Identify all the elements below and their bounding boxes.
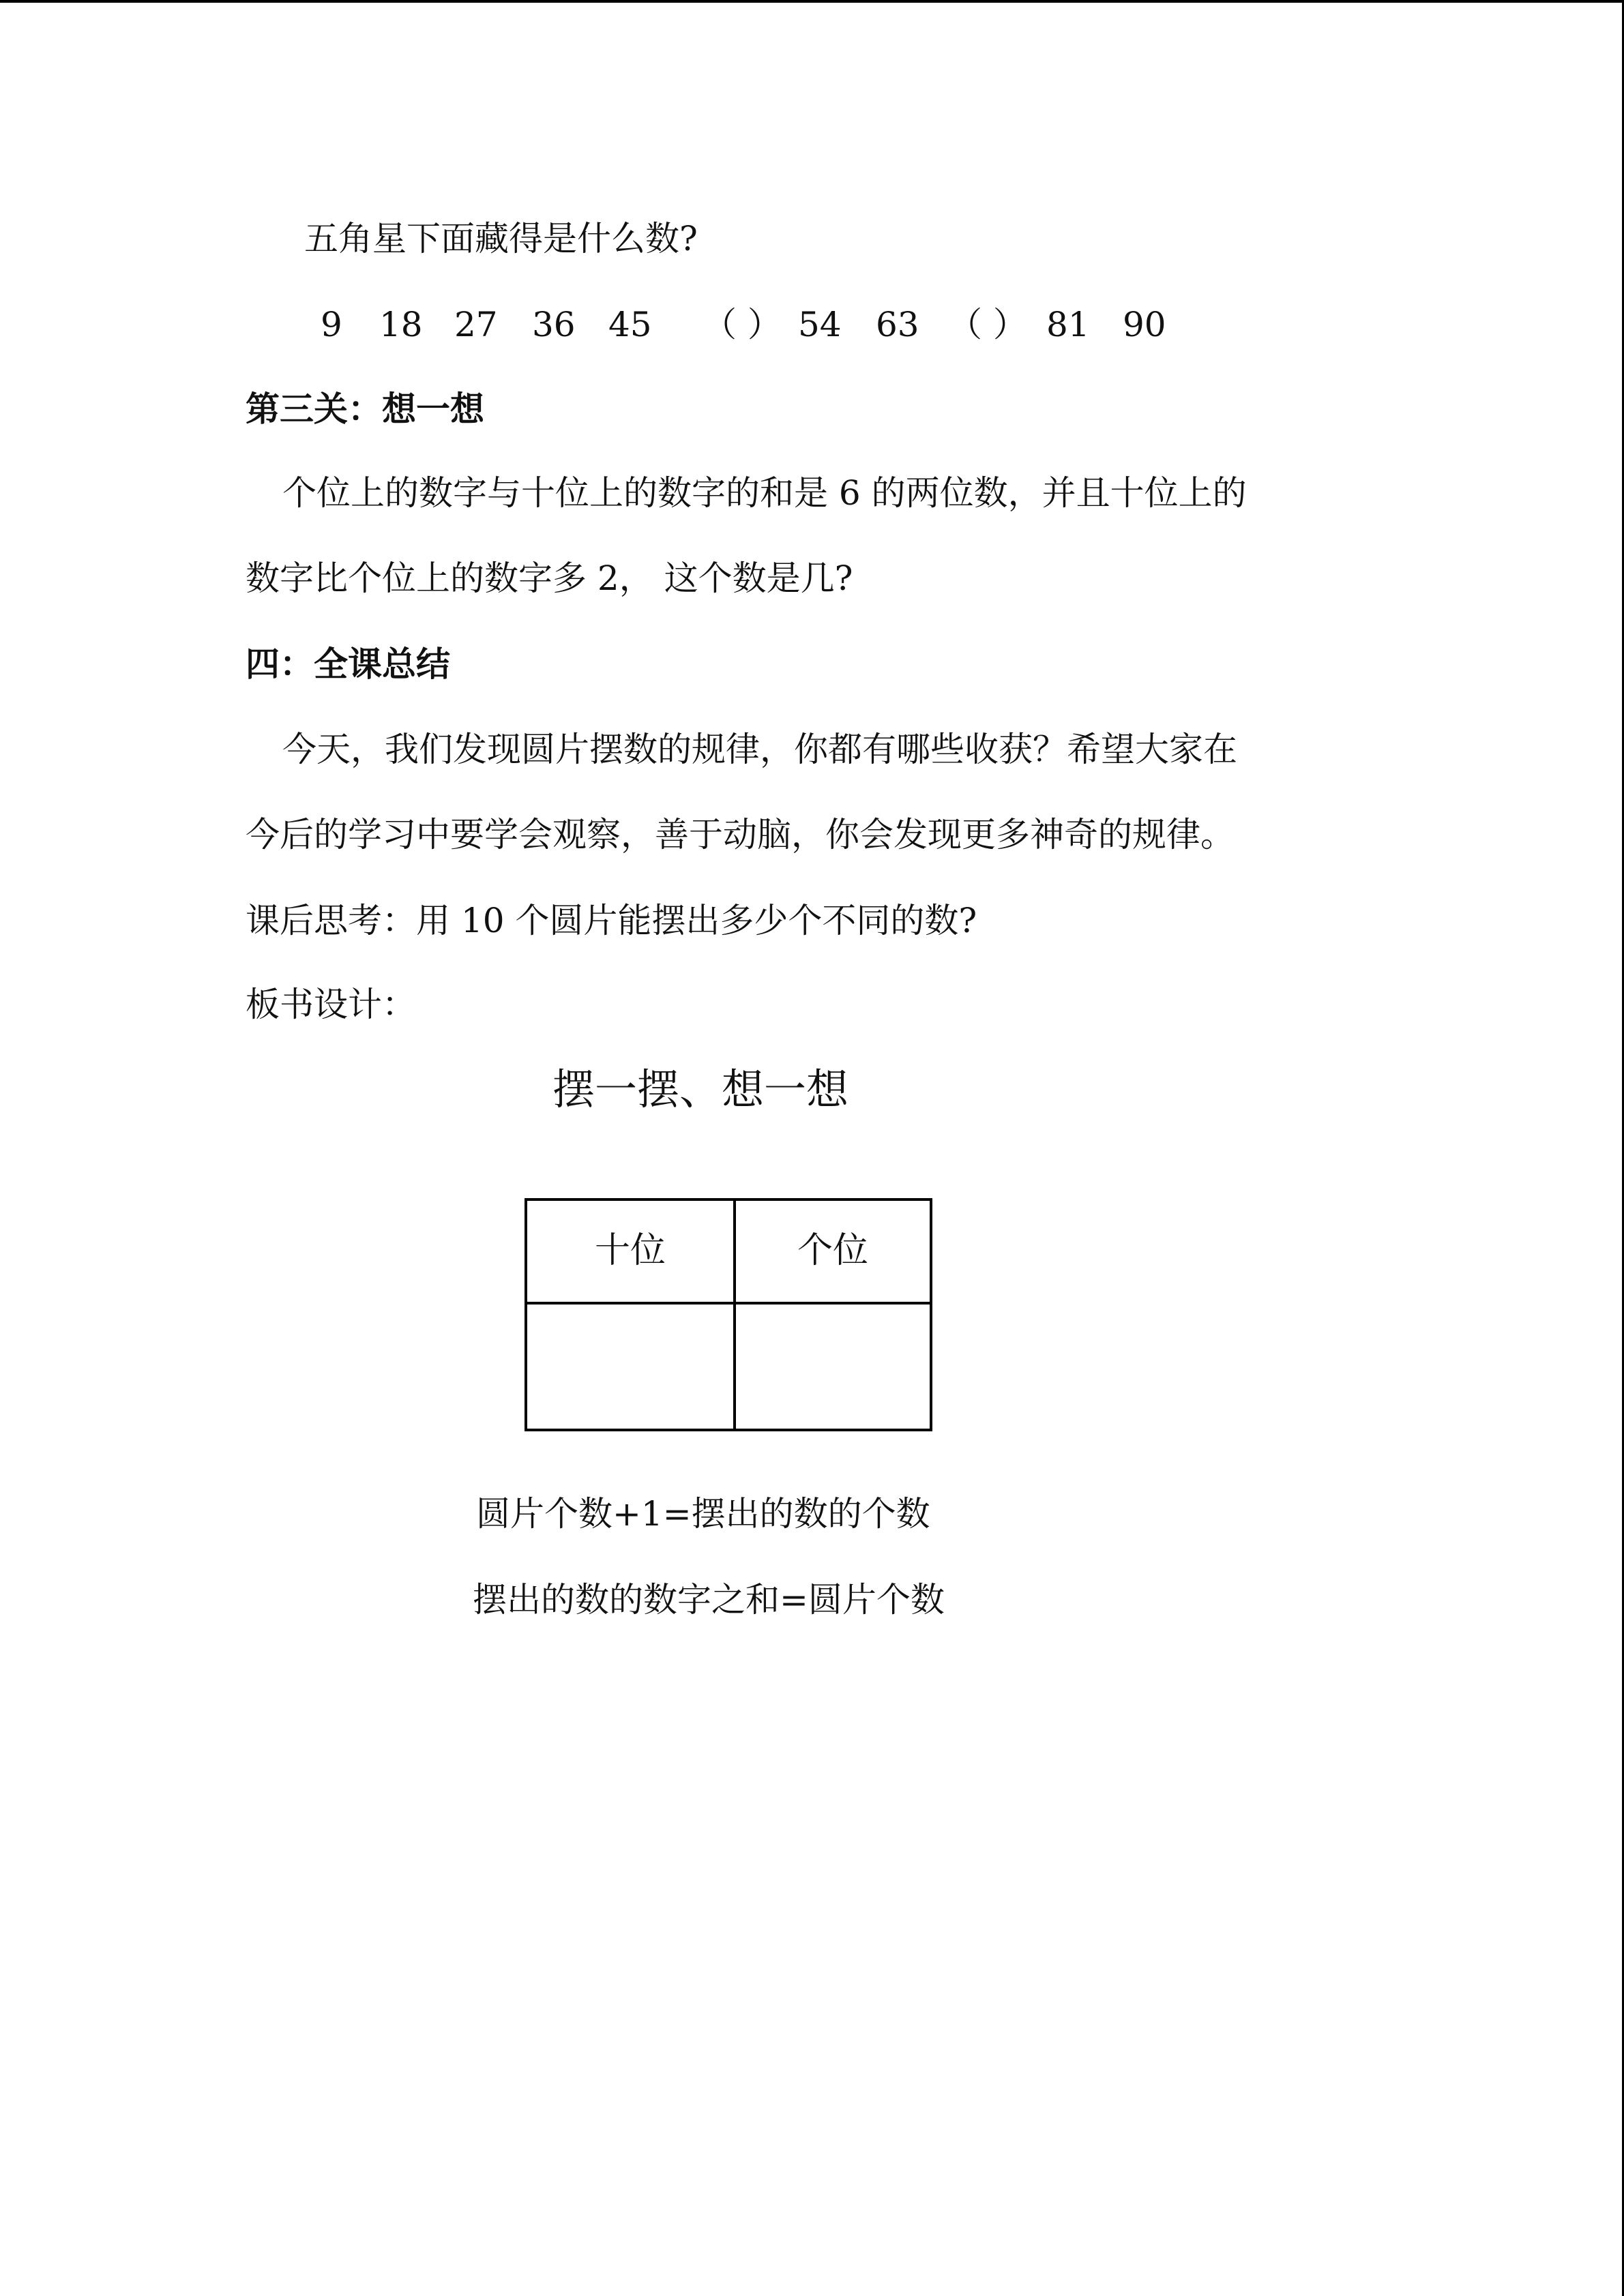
- ones-cell: [735, 1303, 931, 1430]
- board-label: 板书设计：: [246, 985, 416, 1024]
- seq-item: 36: [532, 305, 576, 344]
- section3-line2: 数字比个位上的数字多 2， 这个数是几?: [246, 558, 853, 598]
- tens-header: 十位: [526, 1199, 735, 1303]
- rule-digit-sum: 摆出的数的数字之和=圆片个数: [473, 1580, 945, 1620]
- summary-line2: 今后的学习中要学会观察，善于动脑，你会发现更多神奇的规律。: [246, 815, 1235, 854]
- board-title: 摆一摆、想一想: [552, 1064, 849, 1114]
- rule-count: 圆片个数+1=摆出的数的个数: [476, 1494, 930, 1534]
- section4-title: 四：全课总结: [246, 644, 450, 684]
- page-top-border: [0, 0, 1624, 3]
- seq-blank: （ ）: [948, 305, 1027, 344]
- tens-cell: [526, 1303, 735, 1430]
- seq-item: 18: [379, 305, 423, 344]
- seq-item: 54: [798, 305, 842, 344]
- section3-line1: 个位上的数字与十位上的数字的和是 6 的两位数，并且十位上的: [282, 473, 1247, 513]
- seq-item: 63: [876, 305, 919, 344]
- homework-question: 课后思考：用 10 个圆片能摆出多少个不同的数?: [246, 901, 977, 940]
- seq-item: 90: [1123, 305, 1166, 344]
- summary-line1: 今天，我们发现圆片摆数的规律，你都有哪些收获？希望大家在: [282, 730, 1237, 769]
- section3-title: 第三关：想一想: [246, 389, 484, 429]
- question-star: 五角星下面藏得是什么数?: [304, 219, 698, 258]
- place-value-table: [525, 1198, 932, 1431]
- seq-item: 45: [608, 305, 652, 344]
- seq-item: 9: [321, 305, 342, 344]
- seq-blank: （ ）: [703, 305, 782, 344]
- ones-header: 个位: [735, 1199, 931, 1303]
- seq-item: 27: [454, 305, 498, 344]
- seq-item: 81: [1046, 305, 1090, 344]
